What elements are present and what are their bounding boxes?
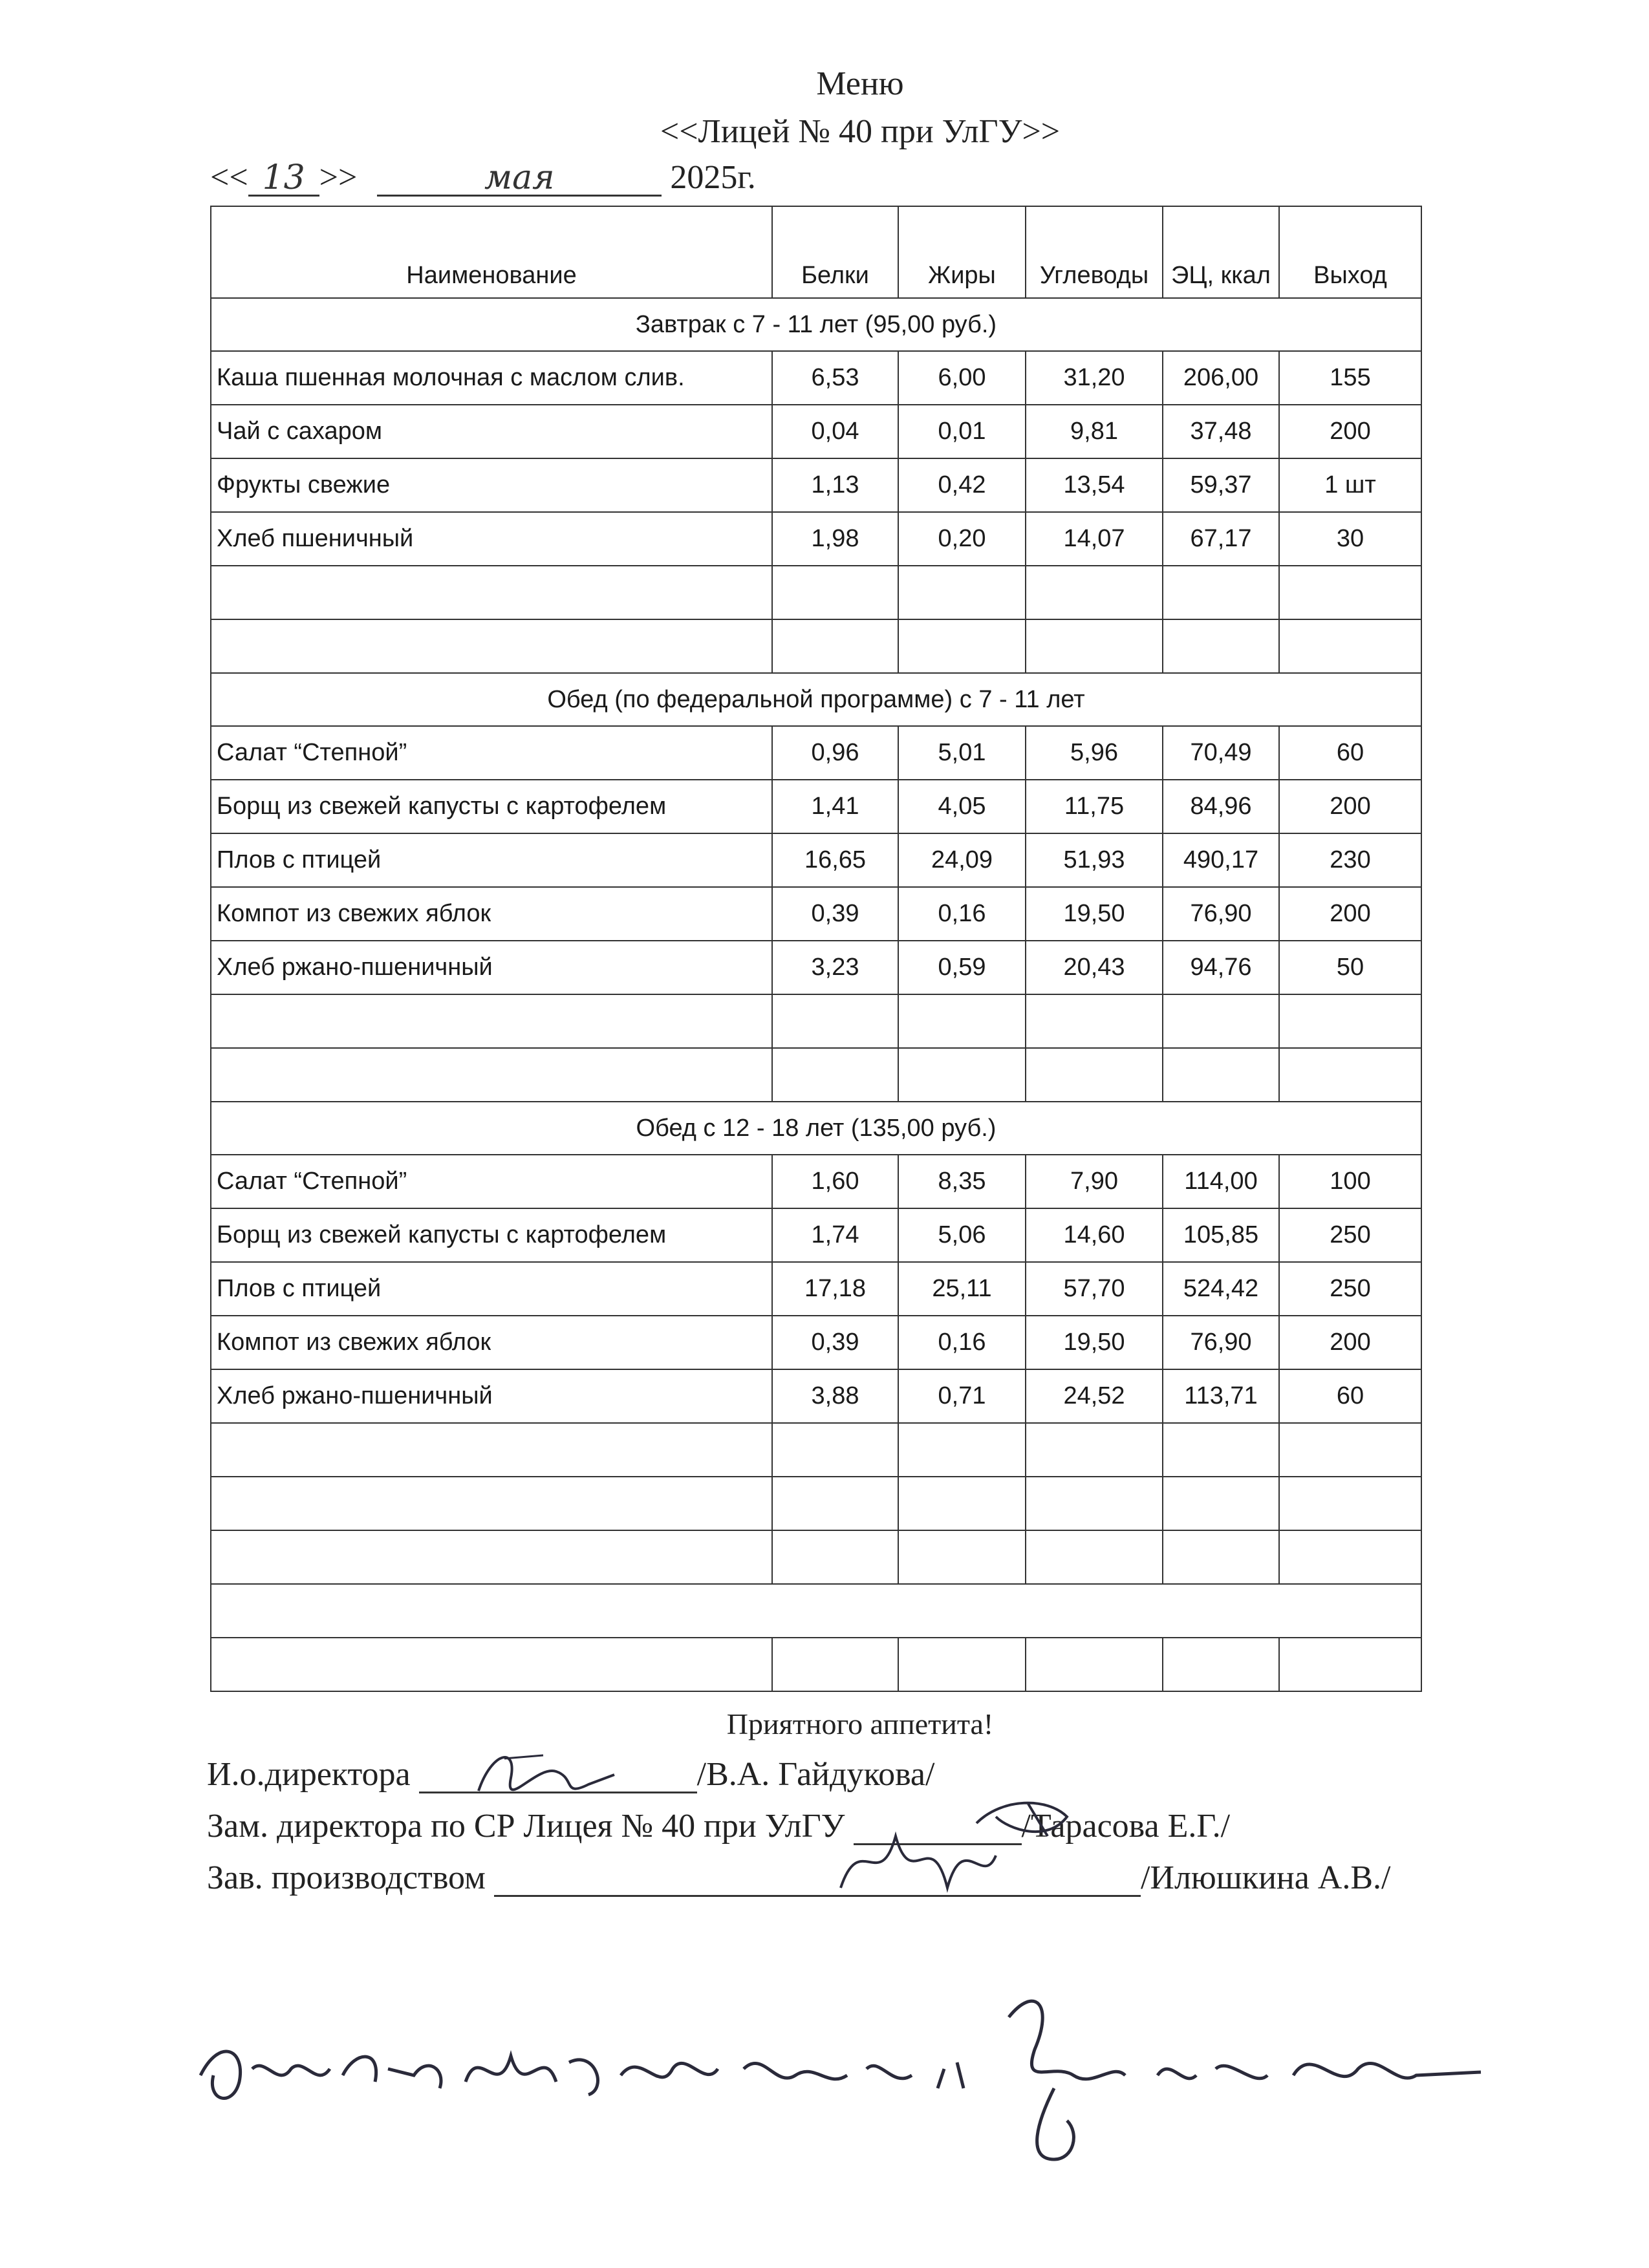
table-row (211, 1208, 1421, 1262)
empty-cell (211, 619, 772, 673)
dish-name: Чай с сахаром (211, 405, 772, 458)
date-day: 13 (248, 158, 319, 197)
dish-name: Борщ из свежей капусты с картофелем (211, 1208, 772, 1262)
empty-cell (898, 1638, 1026, 1691)
energy-cell: 490,17 (1163, 833, 1279, 887)
yield-cell: 1 шт (1279, 458, 1421, 512)
proteins-cell: 0,39 (772, 887, 898, 941)
empty-cell (1163, 1530, 1279, 1584)
empty-cell (772, 1048, 898, 1102)
empty-cell (898, 1477, 1026, 1530)
proteins-cell: 1,74 (772, 1208, 898, 1262)
table-row (211, 941, 1421, 994)
fats-cell: 5,06 (898, 1208, 1026, 1262)
yield-cell: 60 (1279, 726, 1421, 780)
energy-cell: 114,00 (1163, 1155, 1279, 1208)
yield-cell: 250 (1279, 1208, 1421, 1262)
col-header-yield: Выход (1279, 206, 1421, 298)
empty-row (211, 1638, 1421, 1691)
empty-cell (1279, 1477, 1421, 1530)
empty-cell (1026, 1048, 1163, 1102)
yield-cell: 200 (1279, 780, 1421, 833)
fats-cell: 6,00 (898, 351, 1026, 405)
energy-cell: 524,42 (1163, 1262, 1279, 1316)
dish-name: Борщ из свежей капусты с картофелем (211, 780, 772, 833)
fats-cell: 0,16 (898, 887, 1026, 941)
dish-name: Хлеб пшеничный (211, 512, 772, 566)
table-row (211, 1262, 1421, 1316)
empty-cell (1279, 619, 1421, 673)
carbs-cell: 31,20 (1026, 351, 1163, 405)
empty-cell (1163, 1638, 1279, 1691)
empty-cell (772, 619, 898, 673)
proteins-cell: 3,88 (772, 1369, 898, 1423)
fats-cell: 25,11 (898, 1262, 1026, 1316)
empty-cell (1163, 1423, 1279, 1477)
empty-cell (211, 1638, 772, 1691)
date-mid: >> (319, 159, 358, 196)
col-header-fats: Жиры (898, 206, 1026, 298)
proteins-cell: 1,98 (772, 512, 898, 566)
fats-cell: 4,05 (898, 780, 1026, 833)
proteins-cell: 0,04 (772, 405, 898, 458)
date-month: мая (377, 158, 662, 197)
director-role: И.о.директора (207, 1756, 411, 1793)
empty-cell (1163, 994, 1279, 1048)
proteins-cell: 1,41 (772, 780, 898, 833)
handwritten-director-note (194, 1978, 1487, 2172)
table-row (211, 1316, 1421, 1369)
proteins-cell: 0,96 (772, 726, 898, 780)
dish-name: Фрукты свежие (211, 458, 772, 512)
document-title: Меню (816, 65, 904, 102)
energy-cell: 76,90 (1163, 887, 1279, 941)
table-row (211, 1369, 1421, 1423)
empty-cell (1026, 1477, 1163, 1530)
fats-cell: 0,71 (898, 1369, 1026, 1423)
energy-cell: 70,49 (1163, 726, 1279, 780)
empty-cell (1279, 1530, 1421, 1584)
carbs-cell: 19,50 (1026, 887, 1163, 941)
empty-cell (772, 1530, 898, 1584)
empty-cell (898, 994, 1026, 1048)
yield-cell: 60 (1279, 1369, 1421, 1423)
proteins-cell: 17,18 (772, 1262, 898, 1316)
empty-cell (1163, 566, 1279, 619)
fats-cell: 0,42 (898, 458, 1026, 512)
empty-row (211, 566, 1421, 619)
empty-cell (772, 994, 898, 1048)
empty-cell (898, 1048, 1026, 1102)
energy-cell: 84,96 (1163, 780, 1279, 833)
yield-cell: 200 (1279, 1316, 1421, 1369)
dish-name: Каша пшенная молочная с маслом слив. (211, 351, 772, 405)
carbs-cell: 7,90 (1026, 1155, 1163, 1208)
proteins-cell: 1,13 (772, 458, 898, 512)
fats-cell: 24,09 (898, 833, 1026, 887)
dish-name: Хлеб ржано-пшеничный (211, 941, 772, 994)
carbs-cell: 5,96 (1026, 726, 1163, 780)
empty-cell (772, 1477, 898, 1530)
yield-cell: 250 (1279, 1262, 1421, 1316)
fats-cell: 0,20 (898, 512, 1026, 566)
empty-row (211, 994, 1421, 1048)
empty-cell (1026, 566, 1163, 619)
empty-row (211, 1530, 1421, 1584)
proteins-cell: 3,23 (772, 941, 898, 994)
date-line (210, 158, 756, 197)
deputy-name: /Тарасова Е.Г./ (1021, 1808, 1231, 1845)
empty-cell (898, 1423, 1026, 1477)
proteins-cell: 6,53 (772, 351, 898, 405)
proteins-cell: 1,60 (772, 1155, 898, 1208)
empty-cell (898, 1530, 1026, 1584)
dish-name: Салат “Степной” (211, 726, 772, 780)
energy-cell: 105,85 (1163, 1208, 1279, 1262)
fats-cell: 8,35 (898, 1155, 1026, 1208)
carbs-cell: 14,60 (1026, 1208, 1163, 1262)
empty-cell (1026, 994, 1163, 1048)
empty-cell (1163, 1048, 1279, 1102)
fats-cell: 0,01 (898, 405, 1026, 458)
yield-cell: 230 (1279, 833, 1421, 887)
empty-cell (772, 1638, 898, 1691)
empty-cell (1026, 619, 1163, 673)
section-title: Обед с 12 - 18 лет (135,00 руб.) (211, 1102, 1421, 1155)
yield-cell: 155 (1279, 351, 1421, 405)
deputy-signature (834, 1791, 1093, 1914)
empty-cell (211, 994, 772, 1048)
empty-row (211, 619, 1421, 673)
empty-cell (1163, 1477, 1279, 1530)
dish-name: Компот из свежих яблок (211, 1316, 772, 1369)
col-header-energy: ЭЦ, ккал (1163, 206, 1279, 298)
yield-cell: 30 (1279, 512, 1421, 566)
date-open: << (210, 159, 248, 196)
dish-name: Плов с птицей (211, 1262, 772, 1316)
empty-cell (898, 566, 1026, 619)
carbs-cell: 13,54 (1026, 458, 1163, 512)
director-signature (466, 1739, 621, 1817)
carbs-cell: 24,52 (1026, 1369, 1163, 1423)
empty-row (211, 1584, 1421, 1638)
empty-cell (211, 1584, 1421, 1638)
empty-cell (1026, 1423, 1163, 1477)
empty-cell (1279, 1423, 1421, 1477)
section-header-row (211, 298, 1421, 351)
empty-cell (211, 1423, 772, 1477)
empty-row (211, 1048, 1421, 1102)
document-subtitle: <<Лицей № 40 при УлГУ>> (660, 113, 1061, 150)
dish-name: Хлеб ржано-пшеничный (211, 1369, 772, 1423)
empty-cell (1279, 1638, 1421, 1691)
empty-row (211, 1423, 1421, 1477)
carbs-cell: 9,81 (1026, 405, 1163, 458)
menu-table (210, 206, 1422, 1692)
empty-cell (772, 566, 898, 619)
energy-cell: 94,76 (1163, 941, 1279, 994)
carbs-cell: 51,93 (1026, 833, 1163, 887)
carbs-cell: 11,75 (1026, 780, 1163, 833)
production-name: /Илюшкина А.В./ (1140, 1859, 1391, 1896)
menu-table-body (211, 298, 1421, 1691)
dish-name: Плов с птицей (211, 833, 772, 887)
dish-name: Компот из свежих яблок (211, 887, 772, 941)
carbs-cell: 14,07 (1026, 512, 1163, 566)
fats-cell: 0,59 (898, 941, 1026, 994)
section-title: Завтрак с 7 - 11 лет (95,00 руб.) (211, 298, 1421, 351)
table-header-row (211, 206, 1421, 298)
dish-name: Салат “Степной” (211, 1155, 772, 1208)
energy-cell: 67,17 (1163, 512, 1279, 566)
section-header-row (211, 673, 1421, 726)
section-header-row (211, 1102, 1421, 1155)
table-row (211, 405, 1421, 458)
energy-cell: 37,48 (1163, 405, 1279, 458)
table-row (211, 887, 1421, 941)
col-header-proteins: Белки (772, 206, 898, 298)
carbs-cell: 20,43 (1026, 941, 1163, 994)
table-row (211, 780, 1421, 833)
yield-cell: 200 (1279, 405, 1421, 458)
empty-cell (211, 1048, 772, 1102)
table-row (211, 833, 1421, 887)
empty-row (211, 1477, 1421, 1530)
empty-cell (211, 1530, 772, 1584)
empty-cell (211, 1477, 772, 1530)
deputy-role: Зам. директора по СР Лицея № 40 при УлГУ (207, 1808, 845, 1845)
date-year: 2025г. (670, 159, 756, 196)
proteins-cell: 16,65 (772, 833, 898, 887)
carbs-cell: 19,50 (1026, 1316, 1163, 1369)
signature-line-production (207, 1859, 1391, 1897)
empty-cell (1279, 994, 1421, 1048)
proteins-cell: 0,39 (772, 1316, 898, 1369)
director-name: /В.А. Гайдукова/ (696, 1756, 935, 1793)
empty-cell (211, 566, 772, 619)
bon-appetit: Приятного аппетита! (726, 1707, 994, 1740)
empty-cell (1279, 1048, 1421, 1102)
energy-cell: 206,00 (1163, 351, 1279, 405)
production-role: Зав. производством (207, 1859, 486, 1896)
energy-cell: 59,37 (1163, 458, 1279, 512)
energy-cell: 76,90 (1163, 1316, 1279, 1369)
empty-cell (1163, 619, 1279, 673)
empty-cell (1279, 566, 1421, 619)
energy-cell: 113,71 (1163, 1369, 1279, 1423)
empty-cell (772, 1423, 898, 1477)
section-title: Обед (по федеральной программе) с 7 - 11 лет (211, 673, 1421, 726)
fats-cell: 0,16 (898, 1316, 1026, 1369)
yield-cell: 50 (1279, 941, 1421, 994)
fats-cell: 5,01 (898, 726, 1026, 780)
empty-cell (1026, 1530, 1163, 1584)
table-row (211, 512, 1421, 566)
table-row (211, 726, 1421, 780)
empty-cell (898, 619, 1026, 673)
yield-cell: 100 (1279, 1155, 1421, 1208)
col-header-name: Наименование (211, 206, 772, 298)
yield-cell: 200 (1279, 887, 1421, 941)
carbs-cell: 57,70 (1026, 1262, 1163, 1316)
table-row (211, 1155, 1421, 1208)
empty-cell (1026, 1638, 1163, 1691)
table-row (211, 458, 1421, 512)
table-row (211, 351, 1421, 405)
col-header-carbs: Углеводы (1026, 206, 1163, 298)
